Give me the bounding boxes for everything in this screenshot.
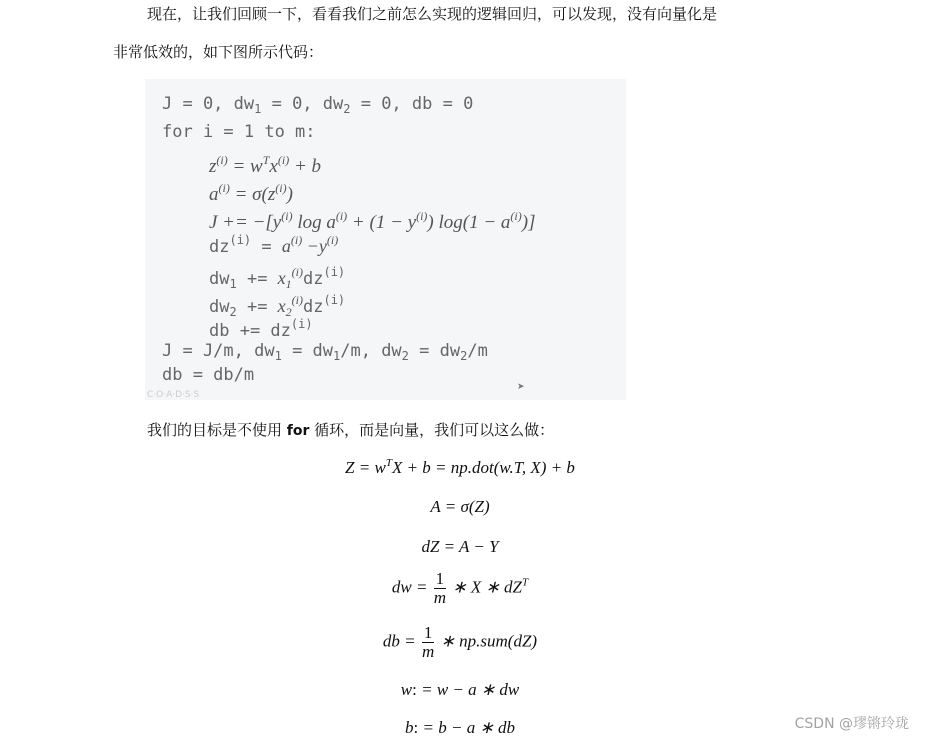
image-watermark: C·O·A·D·S·S xyxy=(147,390,200,400)
equation-db: db = $\frac{1}{m}$ ∗ np.sum(dZ) xyxy=(382,623,538,661)
code-line-init: J = 0, $dw_1 = 0$, $dw_2 = 0$, db = 0 xyxy=(162,94,474,116)
code-line-norm-b: db = db/m xyxy=(162,365,255,385)
equation-b-update: b: = b − a ∗ db xyxy=(405,718,515,737)
csdn-watermark: CSDN @璆锵玲珑 xyxy=(794,716,909,732)
equation-dz: dZ = A − Y xyxy=(421,537,499,556)
paragraph-goal: 我们的目标是不使用 for 循环，而是向量，我们可以这么做： xyxy=(147,421,555,439)
code-figure xyxy=(145,79,626,400)
code-line-z: $z^{(i)} = w^Tx^{(i)} + b$ xyxy=(209,153,322,177)
equation-z: $Z = w^TX + b = np.dot(w.T$, X) + b xyxy=(345,457,575,477)
code-line-dw1: $dw_1 += x_1^{(i)}dz^{(i)}$ xyxy=(209,265,346,291)
code-line-dz: $dz^{(i)} = a^{(i)} -y^{(i)}$ xyxy=(209,233,339,257)
mouse-pointer-icon: ➤ xyxy=(517,382,525,392)
equation-w-update: w: = w − a ∗ dw xyxy=(400,680,520,699)
equation-dw: dw = $\frac{1}{m}$ ∗ X ∗ $dZ^T$ xyxy=(391,569,529,607)
code-line-dw2: $dw_2 += x_2^{(i)}dz^{(i)}$ xyxy=(209,293,346,319)
code-line-norm-w: J = J/m, $dw_1 = dw_1/m$, $dw_2 = dw_2/m$ xyxy=(162,341,488,363)
paragraph-intro-cont: 非常低效的，如下图所示代码： xyxy=(113,43,324,61)
code-line-j: $J += -[y^{(i)}$ $\log a^{(i)} + (1 - y^{(i)}) \log(1 - a^{(i)})$] xyxy=(209,209,536,233)
code-line-for: for i = 1 to m: xyxy=(162,122,316,142)
code-line-a: $a^{(i)} = \sigma(z^{(i)})$ xyxy=(209,181,293,205)
paragraph-intro: 现在，让我们回顾一下，看看我们之前怎么实现的逻辑回归，可以发现，没有向量化是 xyxy=(147,5,718,23)
code-line-db: db += $dz^{(i)}$ xyxy=(209,317,313,341)
equation-a: A = σ(Z) xyxy=(430,497,490,516)
